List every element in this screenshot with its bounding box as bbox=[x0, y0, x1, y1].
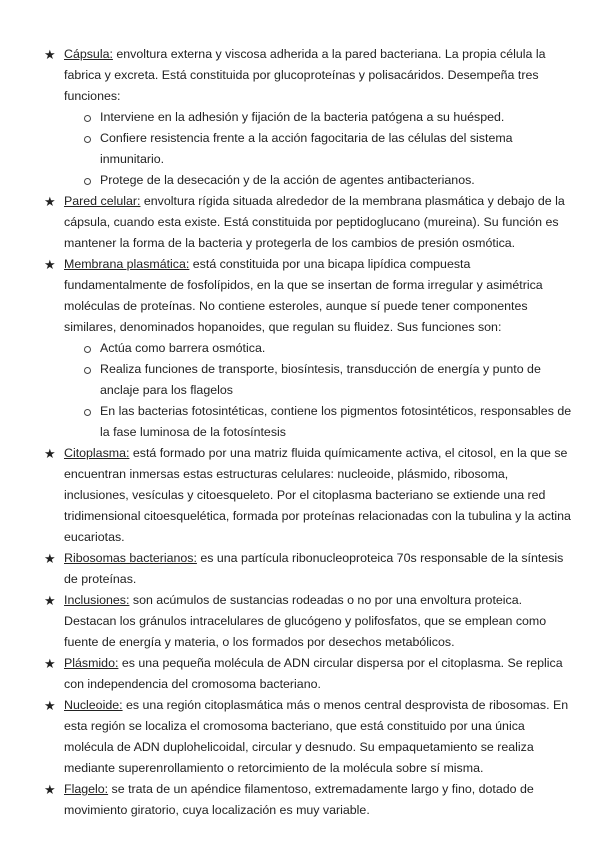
term-label: Citoplasma: bbox=[64, 446, 130, 460]
term-label: Membrana plasmática: bbox=[64, 257, 190, 271]
circle-bullet-icon bbox=[84, 136, 91, 143]
item-text: es una región citoplasmática más o menos central desprovista de ribosomas. En esta región se localiza el cromosoma bacteriano, que está constituido por una única molécula de ADN duplohelicoidal, circular y desnudo. Su empaquetamiento se realiza mediante superenrollamiento o retorcimiento de la molécula sobre sí misma. bbox=[64, 698, 569, 775]
term-label: Inclusiones: bbox=[64, 593, 130, 607]
term-label: Plásmido: bbox=[64, 656, 119, 670]
item-text: se trata de un apéndice filamentoso, extremadamente largo y fino, dotado de movimiento giratorio, cuya localización es muy variable. bbox=[64, 782, 534, 817]
star-bullet-icon: ★ bbox=[44, 551, 56, 566]
term-label: Flagelo: bbox=[64, 782, 109, 796]
item-text: está formado por una matriz fluida químicamente activa, el citosol, en la que se encuentran inmersas estas estructuras celulares: nucleoide, plásmido, ribosoma, inclusiones, vesículas y citoesqueleto. Por el citoplasma bacteriano se extiende una red tridimensional citoesquelética, formada por proteínas relacionadas con la tubulina y la actina eucariotas. bbox=[64, 446, 571, 544]
item-text: envoltura rígida situada alrededor de la membrana plasmática y debajo de la cápsula, cuando esta existe. Está constituida por peptidoglucano (mureina). Su función es mantener la forma de la bacteria y protegerla de los cambios de presión osmótica. bbox=[64, 194, 565, 250]
circle-bullet-icon bbox=[84, 115, 91, 122]
item-text: son acúmulos de sustancias rodeadas o no por una envoltura proteica. Destacan los gránulos intracelulares de glucógeno y polifosfatos, que se emplean como fuente de energía y materia, o los formados por desechos metabólicos. bbox=[64, 593, 547, 649]
sub-list-item bbox=[64, 359, 574, 401]
list-item-inclusiones bbox=[44, 590, 574, 653]
item-text: es una pequeña molécula de ADN circular dispersa por el citoplasma. Se replica con independencia del cromosoma bacteriano. bbox=[64, 656, 563, 691]
sub-item-text: Interviene en la adhesión y fijación de la bacteria patógena a su huésped. bbox=[100, 110, 505, 124]
sub-list-item bbox=[64, 128, 574, 170]
sub-item-text: Protege de la desecación y de la acción de agentes antibacterianos. bbox=[100, 173, 475, 187]
sub-list bbox=[64, 107, 574, 191]
circle-bullet-icon bbox=[84, 409, 91, 416]
list-item-pared-celular bbox=[44, 191, 574, 254]
circle-bullet-icon bbox=[84, 178, 91, 185]
star-bullet-icon: ★ bbox=[44, 656, 56, 671]
list-item-flagelo bbox=[44, 779, 574, 821]
sub-list-item bbox=[64, 338, 574, 359]
list-item-nucleoide bbox=[44, 695, 574, 779]
bullet-list bbox=[44, 44, 574, 821]
list-item-capsula bbox=[44, 44, 574, 191]
star-bullet-icon: ★ bbox=[44, 593, 56, 608]
circle-bullet-icon bbox=[84, 346, 91, 353]
sub-item-text: En las bacterias fotosintéticas, contiene los pigmentos fotosintéticos, responsables de la fase luminosa de la fotosíntesis bbox=[100, 404, 572, 439]
sub-list-item bbox=[64, 107, 574, 128]
item-text: envoltura externa y viscosa adherida a la pared bacteriana. La propia célula la fabrica y excreta. Está constituida por glucoproteínas y polisacáridos. Desempeña tres funciones: bbox=[64, 47, 546, 103]
item-text: está constituida por una bicapa lipídica compuesta fundamentalmente de fosfolípidos, en la que se insertan de forma irregular y asimétrica moléculas de proteínas. No contiene esteroles, aunque sí puede tener componentes similares, denominados hopanoides, que regulan su fluidez. Sus funciones son: bbox=[64, 257, 543, 334]
star-bullet-icon: ★ bbox=[44, 47, 56, 62]
term-label: Pared celular: bbox=[64, 194, 141, 208]
star-bullet-icon: ★ bbox=[44, 698, 56, 713]
list-item-plasmido bbox=[44, 653, 574, 695]
sub-list-item bbox=[64, 170, 574, 191]
star-bullet-icon: ★ bbox=[44, 194, 56, 209]
list-item-citoplasma bbox=[44, 443, 574, 548]
term-label: Cápsula: bbox=[64, 47, 113, 61]
term-label: Ribosomas bacterianos: bbox=[64, 551, 197, 565]
sub-list-item bbox=[64, 401, 574, 443]
star-bullet-icon: ★ bbox=[44, 782, 56, 797]
list-item-membrana-plasmatica bbox=[44, 254, 574, 443]
star-bullet-icon: ★ bbox=[44, 446, 56, 461]
item-text: es una partícula ribonucleoproteica 70s responsable de la síntesis de proteínas. bbox=[64, 551, 564, 586]
sub-list bbox=[64, 338, 574, 443]
list-item-ribosomas bbox=[44, 548, 574, 590]
sub-item-text: Actúa como barrera osmótica. bbox=[100, 341, 266, 355]
term-label: Nucleoide: bbox=[64, 698, 123, 712]
sub-item-text: Confiere resistencia frente a la acción fagocitaria de las células del sistema inmunitario. bbox=[100, 131, 513, 166]
star-bullet-icon: ★ bbox=[44, 257, 56, 272]
sub-item-text: Realiza funciones de transporte, biosíntesis, transducción de energía y punto de anclaje para los flagelos bbox=[100, 362, 541, 397]
circle-bullet-icon bbox=[84, 367, 91, 374]
